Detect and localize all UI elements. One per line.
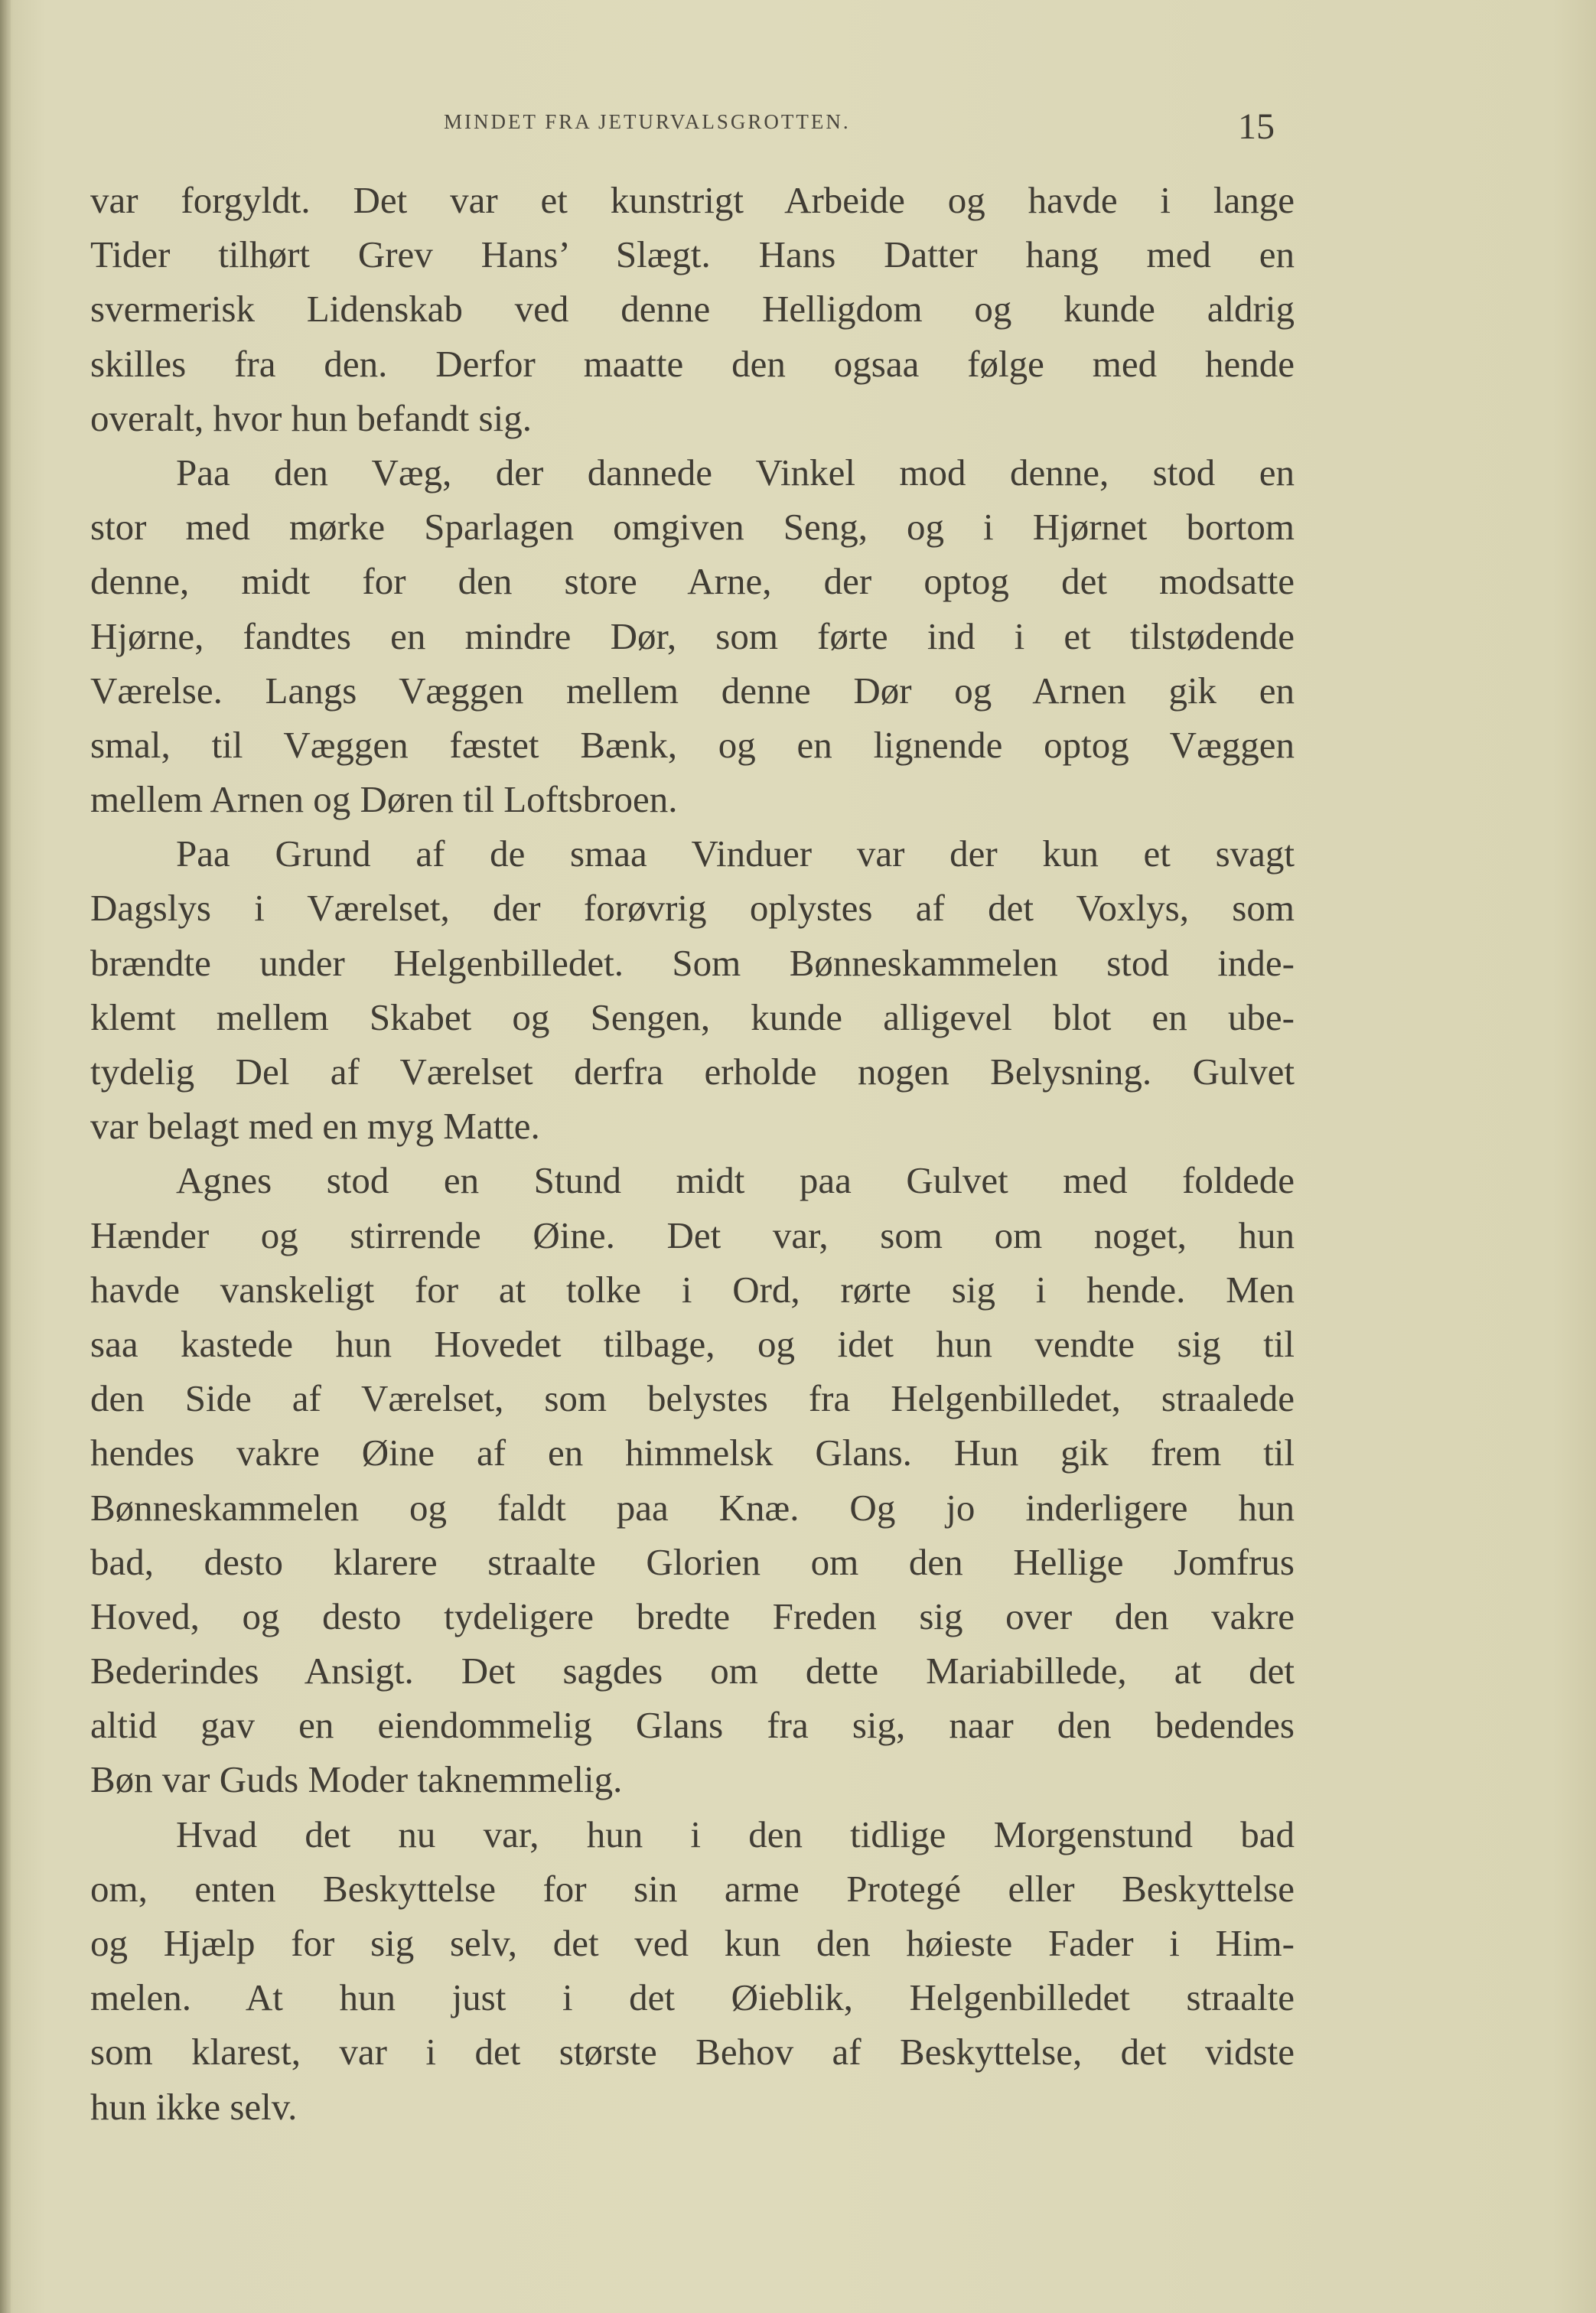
text-line: svermerisk Lidenskab ved denne Helligdom og kunde aldrig [90,288,1295,331]
text-line: saa kastede hun Hovedet tilbage, og idet hun vendte sig til [90,1322,1295,1365]
body-text [90,173,1295,2134]
text-line: Værelse. Langs Væggen mellem denne Dør og Arnen gik en [90,669,1295,712]
text-line: denne, midt for den store Arne, der optog det modsatte [90,560,1295,603]
text-line: Bøn var Guds Moder taknemmelig. [90,1758,623,1801]
text-line: Hænder og stirrende Øine. Det var, som om noget, hun [90,1214,1295,1256]
binding-edge [0,0,11,2313]
text-line: hun ikke selv. [90,2085,298,2128]
text-line: tydelig Del af Værelset derfra erholde nogen Belysning. Gulvet [90,1051,1295,1093]
text-line: den Side af Værelset, som belystes fra Helgenbilledet, straalede [90,1377,1295,1420]
text-line: klemt mellem Skabet og Sengen, kunde alligevel blot en ube- [90,995,1295,1038]
text-line: melen. At hun just i det Øieblik, Helgenbilledet straalte [90,1976,1295,2019]
text-line: smal, til Væggen fæstet Bænk, og en lignende optog Væggen [90,723,1295,766]
text-line: skilles fra den. Derfor maatte den ogsaa følge med hende [90,342,1295,385]
text-line: Hoved, og desto tydeligere bredte Freden sig over den vakre [90,1595,1295,1637]
running-title: MINDET FRA JETURVALSGROTTEN. [444,110,851,133]
text-line: som klarest, var i det største Behov af Beskyttelse, det vidste [90,2031,1295,2074]
running-head [0,106,1596,151]
text-line: Paa Grund af de smaa Vinduer var der kun et svagt [176,832,1295,875]
text-line: og Hjælp for sig selv, det ved kun den høieste Fader i Him- [90,1922,1295,1964]
text-line: Agnes stod en Stund midt paa Gulvet med foldede [176,1159,1295,1202]
text-line: havde vanskeligt for at tolke i Ord, rørte sig i hende. Men [90,1268,1295,1311]
text-line: stor med mørke Sparlagen omgiven Seng, og i Hjørnet bortom [90,506,1295,549]
text-line: var forgyldt. Det var et kunstrigt Arbeide og havde i lange [90,179,1295,221]
text-line: brændte under Helgenbilledet. Som Bønneskammelen stod inde- [90,941,1295,984]
text-line: overalt, hvor hun befandt sig. [90,396,532,439]
text-line: Bederindes Ansigt. Det sagdes om dette Mariabillede, at det [90,1650,1295,1692]
text-line: Tider tilhørt Grev Hans’ Slægt. Hans Datter hang med en [90,233,1295,276]
text-line: Hjørne, fandtes en mindre Dør, som førte ind i et tilstødende [90,614,1295,657]
text-line: altid gav en eiendommelig Glans fra sig, naar den bedendes [90,1704,1295,1747]
page-number: 15 [1238,106,1275,147]
text-line: Hvad det nu var, hun i den tidlige Morgenstund bad [176,1813,1295,1855]
text-line: Dagslys i Værelset, der forøvrig oplystes af det Voxlys, som [90,887,1295,930]
text-line: mellem Arnen og Døren til Loftsbroen. [90,778,678,821]
text-line: Paa den Væg, der dannede Vinkel mod denne, stod en [176,451,1295,494]
text-line: om, enten Beskyttelse for sin arme Protegé eller Beskyttelse [90,1867,1295,1910]
text-line: Bønneskammelen og faldt paa Knæ. Og jo inderligere hun [90,1486,1295,1529]
text-line: hendes vakre Øine af en himmelsk Glans. Hun gik frem til [90,1432,1295,1474]
text-line: bad, desto klarere straalte Glorien om den Hellige Jomfrus [90,1540,1295,1583]
text-line: var belagt med en myg Matte. [90,1105,540,1148]
